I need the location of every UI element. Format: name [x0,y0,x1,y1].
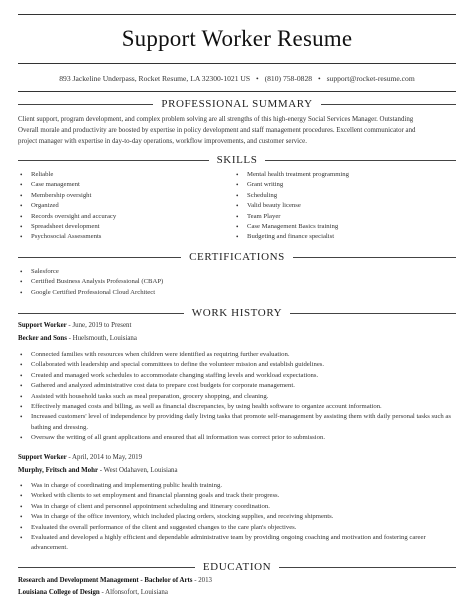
job-role: Support Worker [18,322,67,329]
skills-list-left [18,170,228,243]
duty-item: • Oversaw the writing of all grant applications and ensured that all information was correct prior to submission. [18,433,456,443]
summary-line: project manager with expertise in day-to-day operations, workflow improvements, and customer service. [18,138,307,146]
duty-item: • Assisted with household tasks such as meal preparation, grocery shopping, and cleaning. [18,392,456,402]
skill-item: • Psychosocial Assessments [18,232,228,242]
summary-text [18,114,456,148]
job-title-line [18,454,456,461]
job-company: Murphy, Fritsch and Mohr [18,467,99,474]
section-title: PROFESSIONAL SUMMARY [161,98,313,110]
education-school: Louisiana College of Design [18,589,100,596]
education-school-line [18,589,456,596]
education-year: - 2013 [192,577,213,584]
duty-item: • Was in charge of client and personnel appointment scheduling and itinerary coordination. [18,502,456,512]
duty-item: • Worked with clients to set employment and financial planning goals and track their progress. [18,491,456,501]
contact-email[interactable]: support@rocket-resume.com [326,74,415,83]
job-company: Becker and Sons [18,335,67,342]
skill-item: • Spreadsheet development [18,222,228,232]
summary-line: Client support, program development, and complex problem solving are all strengths of this high-energy Social Services Manager. Outstanding [18,116,414,123]
duty-item: • Connected families with resources when children were identified as requiring further evaluation. [18,350,456,360]
skill-item: • Grant writing [234,180,454,190]
certification-item: • Certified Business Analysis Professional (CBAP) [18,277,448,287]
title-rule [18,63,456,64]
section-heading-education [18,561,456,573]
duty-item: • Was in charge of coordinating and implementing public health training. [18,481,456,491]
section-heading-certifications [18,251,456,263]
job-title-line [18,322,456,329]
job-location: - Huelsmouth, Louisiana [66,335,137,342]
skill-item: • Reliable [18,170,228,180]
skill-item: • Valid beauty license [234,201,454,211]
resume-title: Support Worker Resume [121,26,353,51]
duty-item: • Collaborated with leadership and special committees to define the volunteer mission and establish guidelines. [18,360,456,370]
skills-list-right [234,170,454,243]
skill-item: • Membership oversight [18,191,228,201]
section-title: CERTIFICATIONS [189,251,285,263]
contact-address: 893 Jackeline Underpass, Rocket Resume, LA 32300-1021 US [59,74,251,83]
section-heading-skills [18,154,456,166]
certifications-list [18,267,448,298]
skill-item: • Records oversight and accuracy [18,212,228,222]
skill-item: • Mental health treatment programming [234,170,454,180]
skill-item: • Organized [18,201,228,211]
duty-item: • Evaluated and developed a highly efficient and dependable administrative team by providing ongoing coaching and motivation and fostering career advancement. [18,533,456,554]
section-title: EDUCATION [202,561,272,573]
duty-item: • Evaluated the overall performance of the client and suggested changes to the care plan's objectives. [18,523,456,533]
contact-line [0,74,474,83]
job-company-line [18,467,456,474]
job-dates: - April, 2014 to May, 2019 [66,454,143,461]
contact-phone: (810) 758-0828 [264,74,313,83]
duty-item: • Increased customers' level of independence by providing daily living tasks that promote self-management by assisting them with daily personal tasks such as bathing and dressing. [18,412,456,433]
contact-rule [18,91,456,92]
certification-item: • Salesforce [18,267,448,277]
skill-item: • Scheduling [234,191,454,201]
contact-separator: • [256,74,259,83]
education-location: - Alfonsofort, Louisiana [99,589,168,596]
section-heading-summary [18,98,456,110]
summary-line: Overall morale and productivity are boosted by expertise in policy development and staff management procedures. Excellent communicator and [18,127,416,135]
section-title: WORK HISTORY [191,307,283,319]
section-title: SKILLS [216,154,258,166]
duty-item: • Gathered and analyzed administrative cost data to prepare cost budgets for corporate management. [18,381,456,391]
contact-separator: • [317,74,321,83]
duty-item: • Effectively managed costs and billing, as well as financial discrepancies, by using health software to organize account information. [18,402,456,412]
job-duties-list [18,350,456,444]
education-degree-line [18,577,456,584]
job-duties-list [18,481,456,554]
section-heading-work-history [18,307,456,319]
job-role: Support Worker [18,454,67,461]
top-rule [18,14,456,15]
job-dates: - June, 2019 to Present [66,322,132,329]
job-location: - West Odahaven, Louisiana [98,467,178,474]
skill-item: • Case management [18,180,228,190]
education-degree: Research and Development Management - Bachelor of Arts [18,577,193,584]
skill-item: • Team Player [234,212,454,222]
duty-item: • Was in charge of the office inventory, which included placing orders, stocking supplies, and receiving shipments. [18,512,456,522]
skill-item: • Budgeting and finance specialist [234,232,454,242]
certification-item: • Google Certified Professional Cloud Architect [18,288,448,298]
duty-item: • Created and managed work schedules to accommodate changing staffing levels and workload expectations. [18,371,456,381]
skill-item: • Case Management Basics training [234,222,454,232]
job-company-line [18,335,456,342]
